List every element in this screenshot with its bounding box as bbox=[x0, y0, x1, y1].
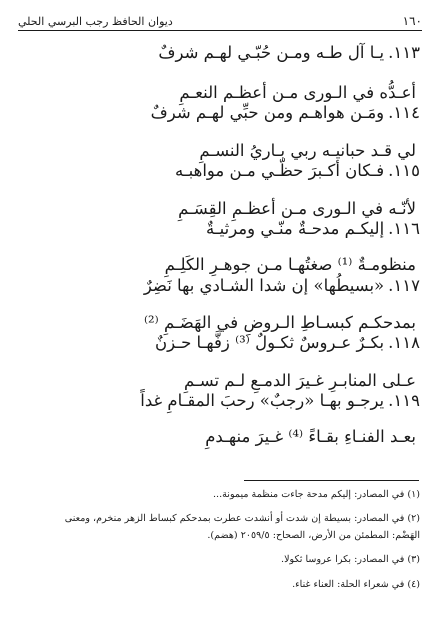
verse-line: بعـد الفنـاءِ بقـاءً ⁽⁴⁾ غـيرَ منهـدمِ bbox=[205, 427, 416, 446]
verse-line: بمدحكـم كبسـاطِ الـروضِ في الهَضَـمِ ⁽²⁾ bbox=[143, 313, 416, 332]
verse-line: لي قـد حبانيـه ربي بـاريُ النسـمِ bbox=[199, 141, 416, 160]
verse-line: ١١٧.«بسيطُها» إن شدا الشـادي بها نَضِرٌ bbox=[143, 276, 420, 295]
verse-line: منظومـةٌ ⁽¹⁾ صغتُهـا مـن جوهـرِ الكَلِـمِ bbox=[164, 255, 416, 274]
footnote: (١) في المصادر: إليكم مدحة جاءت منظمة ميمونة... bbox=[213, 489, 420, 500]
verse-line: ١١٨.بكـرٌ عـروسٌ ثكـولٌ ⁽³⁾ زفَّهـا حـزنٌ bbox=[155, 333, 420, 352]
verse-line: عـلى المنابـرِ غـيرَ الدمـعِ لـم تسـمِ bbox=[183, 371, 416, 390]
verse-line: ١١٦.إليكـم مدحـةٌ منّـي ومرثيـةٌ bbox=[205, 219, 420, 238]
footnote: (٤) في شعراء الحلة: العناء غناء. bbox=[292, 579, 420, 590]
verse-line: ١١٩.يرجـو بهـا «رجبٌ» رحبَ المقـامِ غداً bbox=[140, 391, 420, 410]
running-title: ديوان الحافظ رجب البرسي الحلي bbox=[18, 15, 173, 28]
verse-line: ١١٥.فـكان أكـبرَ حظّـي مـن مواهبـه bbox=[174, 161, 420, 180]
verse-line: لأنّـه في الـورى مـن أعظـمِ القِسَـمِ bbox=[178, 199, 416, 218]
footnote: (٣) في المصادر: بكرا عروسا ثكولا. bbox=[281, 554, 420, 565]
verse-line: ١١٤.ومَـن هواهـم ومن حبِّي لهـم شرفٌ bbox=[150, 103, 420, 122]
footnote: الهَضْم: المطمئن من الأرض، الصحاح: ٢٠٥٩/٥ (هضم). bbox=[207, 530, 420, 541]
page-number: ١٦٠ bbox=[402, 14, 422, 28]
verse-line: أعـدُّه في الـورى مـن أعظـم النعـمِ bbox=[179, 83, 416, 102]
header-divider bbox=[18, 30, 422, 31]
page-header bbox=[18, 6, 422, 28]
verse-line: ١١٣.يـا آل طـه ومـن حُبّـي لهـم شرفٌ bbox=[158, 43, 420, 62]
footnote-divider bbox=[244, 480, 419, 481]
footnote: (٢) في المصادر: بسيطة إن شدت أو أنشدت عطرت بمدحكم كبساط الزهر منخرم، ومعنى bbox=[64, 513, 420, 524]
